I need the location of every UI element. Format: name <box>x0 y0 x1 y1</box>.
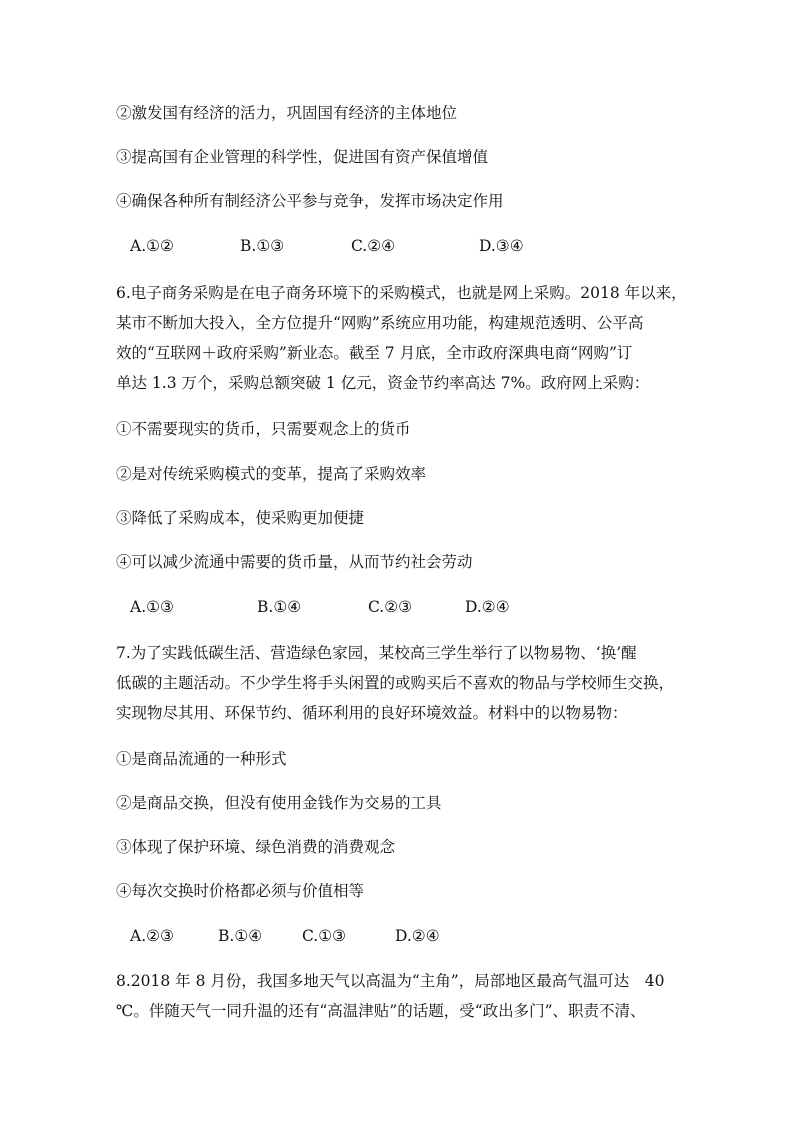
q5-option-a: A.①② <box>130 237 174 255</box>
q5-option-d: D.③④ <box>479 237 524 255</box>
q6-option-a: A.①③ <box>130 598 174 616</box>
q6-stem-line-2: 某市不断加大投入，全方位提升“网购”系统应用功能，构建规范透明、公平高 <box>116 314 644 332</box>
q8-stem-line-1: 8.2018 年 8 月份，我国多地天气以高温为“主角”，局部地区最高气温可达 40 <box>116 972 665 990</box>
q7-option-d: D.②④ <box>395 927 440 945</box>
q6-item-4: ④可以减少流通中需要的货币量，从而节约社会劳动 <box>116 553 473 571</box>
q6-stem-line-3: 效的“互联网＋政府采购”新业态。截至 7 月底，全市政府深典电商“网购”订 <box>116 344 633 362</box>
q6-item-3: ③降低了采购成本，使采购更加便捷 <box>116 509 365 527</box>
q7-item-2: ②是商品交换，但没有使用金钱作为交易的工具 <box>116 794 442 812</box>
q7-stem-line-2: 低碳的主题活动。不少学生将手头闲置的或购买后不喜欢的物品与学校师生交换， <box>116 674 675 692</box>
q6-item-1: ①不需要现实的货币，只需要观念上的货币 <box>116 420 411 438</box>
q5-item-4: ④确保各种所有制经济公平参与竞争，发挥市场决定作用 <box>116 192 504 210</box>
q6-item-2: ②是对传统采购模式的变革，提高了采购效率 <box>116 465 427 483</box>
q5-item-3: ③提高国有企业管理的科学性，促进国有资产保值增值 <box>116 148 489 166</box>
q6-option-b: B.①④ <box>257 598 302 616</box>
q5-option-c: C.②④ <box>351 237 396 255</box>
q7-option-b: B.①④ <box>218 927 263 945</box>
q6-stem-line-1: 6.电子商务采购是在电子商务环境下的采购模式，也就是网上采购。2018 年以来， <box>116 284 687 302</box>
q7-item-3: ③体现了保护环境、绿色消费的消费观念 <box>116 838 396 856</box>
q6-option-d: D.②④ <box>465 598 510 616</box>
q5-option-b: B.①③ <box>240 237 285 255</box>
q8-stem-line-2: ℃。伴随天气一同升温的还有“高温津贴”的话题，受“政出多门”、职责不清、 <box>116 1002 646 1020</box>
q5-item-2: ②激发国有经济的活力，巩固国有经济的主体地位 <box>116 104 458 122</box>
q7-option-c: C.①③ <box>302 927 347 945</box>
q7-stem-line-1: 7.为了实践低碳生活、营造绿色家园，某校高三学生举行了以物易物、‘换’醒 <box>116 644 637 662</box>
q6-option-c: C.②③ <box>368 598 413 616</box>
q7-item-4: ④每次交换时价格都必须与价值相等 <box>116 882 365 900</box>
q7-item-1: ①是商品流通的一种形式 <box>116 750 287 768</box>
q7-stem-line-3: 实现物尽其用、环保节约、循环利用的良好环境效益。材料中的以物易物： <box>116 704 628 722</box>
q6-stem-line-4: 单达 1.3 万个，采购总额突破 1 亿元，资金节约率高达 7%。政府网上采购： <box>116 374 650 392</box>
q7-option-a: A.②③ <box>130 927 174 945</box>
